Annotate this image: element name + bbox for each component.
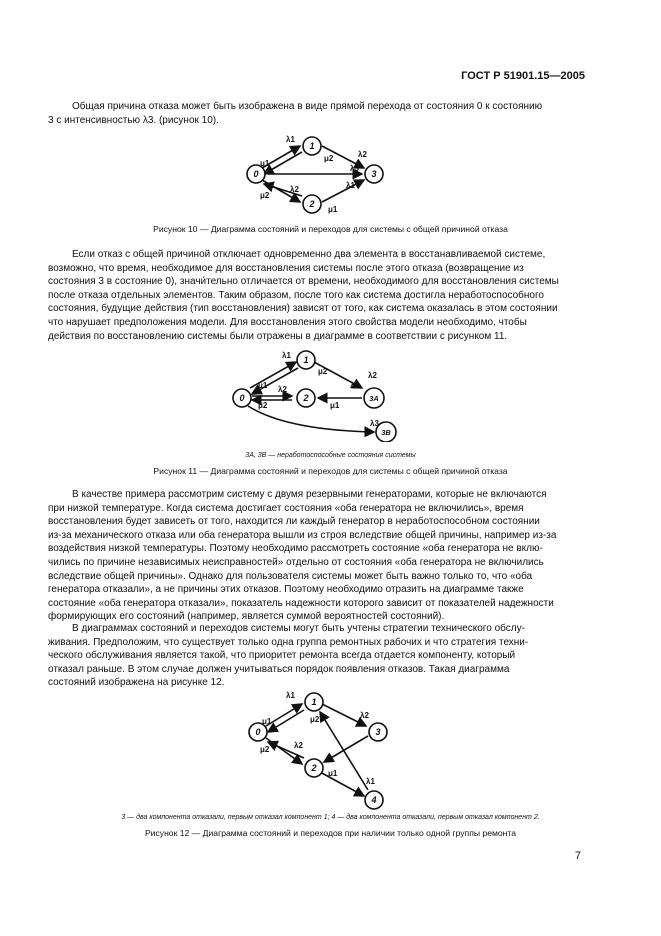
paragraph-maintenance — [48, 622, 584, 690]
label-m1: μ1 — [260, 159, 270, 168]
state-3-label: 3 — [375, 727, 381, 737]
state-4-label: 4 — [371, 795, 377, 805]
figure-12-caption: Рисунок 12 — Диаграмма состояний и переходов при наличии только одной группы ремонта — [144, 828, 517, 838]
state-1-label: 1 — [311, 697, 317, 707]
label-m1b: μ1 — [328, 769, 338, 778]
para4-line: состояний изображена на рисунке 12. — [48, 677, 225, 689]
label-l2a: λ2 — [358, 150, 367, 159]
label-l3: λ3 — [350, 164, 359, 173]
para2-line: возможно, что время, необходимое для восстановления системы после этого отказа (возвращение из — [48, 262, 524, 274]
paragraph-generators-example — [48, 488, 584, 624]
para3-line: состояние «оба генератора отказали», показатель надежности которого зависит от показателей надежности — [48, 597, 554, 609]
label-m1b: μ1 — [330, 401, 340, 410]
state-1-label: 1 — [303, 355, 309, 365]
paragraph-intro — [48, 100, 584, 127]
edge-2-4 — [320, 772, 364, 796]
state-3a-label: 3A — [369, 394, 379, 403]
label-m1: μ1 — [258, 381, 268, 390]
label-l1b: λ1 — [346, 181, 355, 190]
label-m2: μ2 — [318, 367, 328, 376]
state-3-label: 3 — [371, 169, 377, 179]
label-m2b: μ2 — [258, 401, 268, 410]
state-3b-label: 3B — [381, 428, 391, 437]
label-m2: μ2 — [310, 715, 320, 724]
label-m2a: μ2 — [324, 154, 334, 163]
label-m2b: μ2 — [260, 745, 270, 754]
para3-line: генератора отказали», а не причины этих отказов. Поэтому необходимо отразить на диаграмме также — [48, 584, 524, 596]
para2-line: что нарушает предположения модели. Для восстановления этого свойства модели необходимо, чтобы — [48, 316, 527, 328]
label-l2b: λ2 — [294, 741, 303, 750]
label-l1: λ1 — [286, 691, 295, 700]
label-l1: λ1 — [282, 351, 291, 360]
figure-12-note: 3 — два компонента отказали, первым отказал компонент 1; 4 — два компонента отказали, первым отказал компонент 2. — [121, 814, 540, 821]
para2-line: состояния, будущие действия (тип восстановления) зависят от того, как система оказалась в этом состоянии — [48, 303, 558, 315]
para3-line: воздействия низкой температуры. Поэтому необходимо рассмотреть состояние «оба генератора не вклю- — [48, 543, 543, 555]
para2-line: состояния 3 в состояние 0), значи́тельно отличается от времени, необходимого для восстановления системы — [48, 276, 559, 288]
para3-line: В качестве примера рассмотрим систему с двумя резервными генераторами, которые не включаются — [72, 489, 547, 500]
para2-line: после отказа отдельных элементов. Таким образом, после того как система достигла неработоспособного — [48, 289, 544, 301]
figure-10-diagram — [236, 128, 396, 216]
edge-2-3 — [322, 180, 364, 202]
state-2-label: 2 — [309, 199, 315, 209]
figure-11-diagram — [226, 346, 406, 442]
state-2-label: 2 — [303, 393, 309, 403]
para3-line: из-за механического отказа или оба генератора вышли из строя вследствие общей причины, например из-за — [48, 529, 557, 541]
page-number: 7 — [574, 850, 581, 862]
state-0-label: 0 — [255, 727, 261, 737]
para4-line: ческого обслуживания является такой, что приоритет ремонта всегда отдается компоненту, который — [48, 650, 516, 662]
para3-line: восстановления будет зависеть от того, находится ли каждый генератор в неработоспособном состоянии — [48, 516, 540, 528]
label-m2b: μ2 — [260, 191, 270, 200]
para4-line: живания. Предположим, что существует только одна группа ремонтных рабочих и что стратегия техни- — [48, 636, 529, 648]
label-l2b: λ2 — [368, 371, 377, 380]
paragraph-intro-line1: Общая причина отказа может быть изображена в виде прямой перехода от состояния 0 к состоянию — [72, 101, 543, 112]
state-1-label: 1 — [309, 141, 315, 151]
paragraph-common-cause — [48, 248, 584, 343]
figure-12-diagram — [240, 690, 400, 810]
state-2-label: 2 — [311, 763, 317, 773]
paragraph-intro-line2: 3 с интенсивностью λ3. (рисунок 10). — [48, 114, 219, 126]
para3-line: чились по причине независимых неисправностей» отдельно от состояния «оба генератора не включились — [48, 556, 544, 568]
para2-line: действия по восстановлению системы были отражены в диаграмме в соответствии с рисунком 11. — [48, 330, 508, 342]
figure-10-caption: Рисунок 10 — Диаграмма состояний и переходов для системы с общей причиной отказа — [153, 224, 508, 234]
label-l3: λ3 — [370, 419, 379, 428]
para3-line: вследствие общей причины». Однако для пользователя системы может быть важно только то, что «оба — [48, 570, 533, 582]
label-l1: λ1 — [286, 135, 295, 144]
figure-11-caption: Рисунок 11 — Диаграмма состояний и переходов для системы с общей причиной отказа — [153, 466, 508, 476]
state-0-label: 0 — [253, 169, 259, 179]
label-l2: λ2 — [278, 385, 287, 394]
para4-line: В диаграммах состояний и переходов системы могут быть учтены стратегии технического обслу- — [72, 623, 525, 634]
figure-11-note: 3A, 3B — неработоспособные состояния системы — [245, 452, 416, 459]
label-l1b: λ1 — [350, 381, 359, 390]
label-m1b: μ1 — [328, 205, 338, 214]
document-header: ГОСТ Р 51901.15—2005 — [461, 70, 585, 82]
label-l2: λ2 — [360, 711, 369, 720]
para3-line: при низкой температуре. Когда система достигает состояния «оба генератора не включились», время — [48, 502, 524, 514]
para2-line: Если отказ с общей причиной отключает одновременно два элемента в восстанавливаемой системе, — [72, 249, 546, 260]
state-0-label: 0 — [239, 393, 245, 403]
label-l2b: λ2 — [290, 185, 299, 194]
para3-line: формирующих его состояний (например, является суммой вероятностей состояний). — [48, 611, 445, 623]
label-l1b: λ1 — [366, 777, 375, 786]
edge-3-2 — [324, 736, 368, 762]
edge-0-1 — [250, 362, 296, 388]
label-m1: μ1 — [262, 717, 272, 726]
para4-line: отказал раньше. В этом случае должен учитываться порядок появления отказов. Такая диаграмма — [48, 663, 510, 675]
